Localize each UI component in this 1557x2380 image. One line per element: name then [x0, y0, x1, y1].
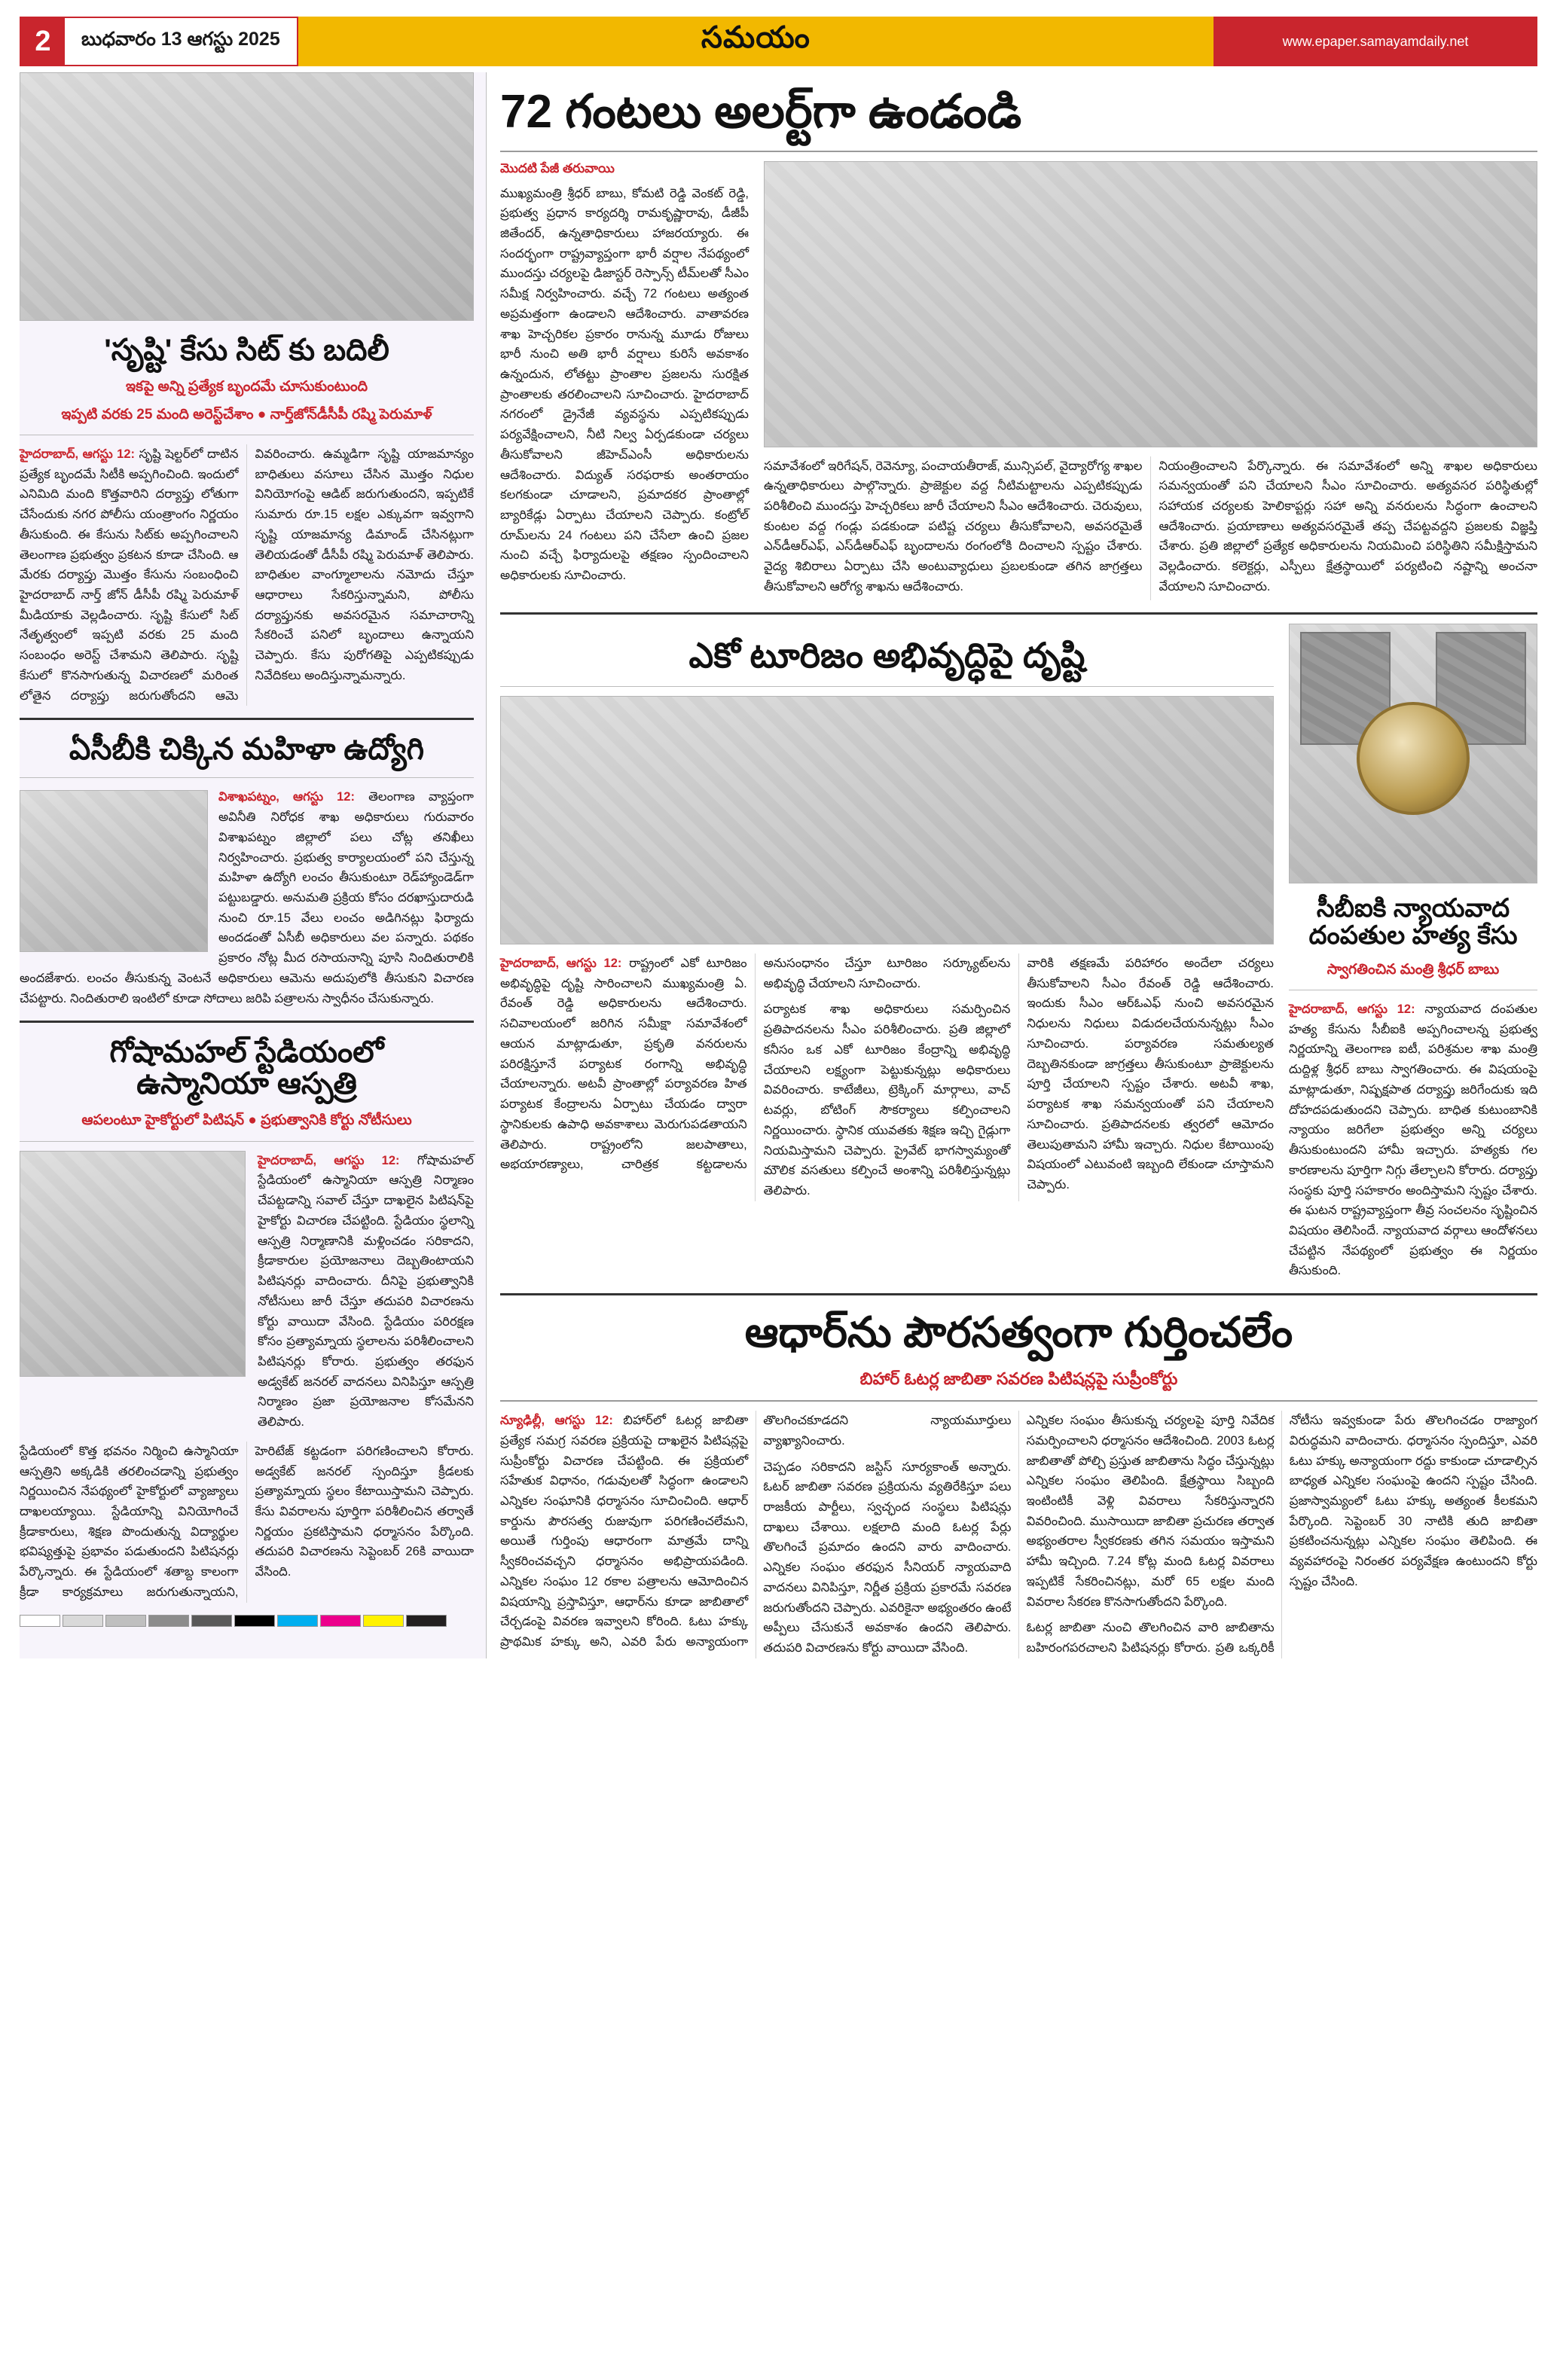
story2-dateline: ఆగస్టు 12: — [292, 790, 355, 804]
goshamahal-stadium-photo — [20, 1151, 246, 1377]
police-press-conference-photo — [20, 72, 474, 321]
aadhaar-col1: న్యూఢిల్లీ, ఆగస్టు 12: బిహార్‌లో ఓటర్ల జాబితా ప్రత్యేక సమగ్ర సవరణ ప్రక్రియపై దాఖలైన పిటిషన్లపై సుప్రీంకోర్టు విచారణ చేపట్టింది. ఈ ప్రక్రియలో సహేతుక విధానం, గడువులతో సిద్ధంగా ఉండాలని ఎన్నికల సంఘానికి ధర్మాసనం సూచించింది. ఆధార్ కార్డును పౌరసత్వ రుజువుగా పరిగణించలేమని, అయితే గుర్తింపు ఆధారంగా మాత్రమే దాన్ని స్వీకరించవచ్చని ధర్మాసనం అభిప్రాయపడింది. ఎన్నికల సంఘం 12 రకాల పత్రాలను ఆమోదించిన విషయాన్ని ప్రస్తావిస్తూ, ఆధార్‌ను కూడా జాబితాలో చేర్చడంపై వివరణ ఇవ్వాలని కోరింది. ఓటు హక్కు ప్రాథమిక హక్కు అని, ఎవరి పేరు అన్యాయంగా తొలగించకూడదని న్యాయమూర్తులు వ్యాఖ్యానించారు. — [500, 1414, 1012, 1649]
eco-story-dateline-city: హైదరాబాద్, — [500, 957, 560, 971]
eco-story-col2: పర్యాటక శాఖ అధికారులు సమర్పించిన ప్రతిపాదనలను సీఎం పరిశీలించారు. ప్రతి జిల్లాలో కనీసం ఒక ఎకో టూరిజం కేంద్రాన్ని అభివృద్ధి చేయాలని లక్ష్యంగా పెట్టుకున్నట్లు అధికారులు వివరించారు. కాటేజీలు, ట్రెక్కింగ్ మార్గాలు, వాచ్ టవర్లు, బోటింగ్ సౌకర్యాలు కల్పించాలని నిర్ణయించారు. స్థానిక యువతకు శిక్షణ ఇచ్చి గైడ్లుగా నియమిస్తామని చెప్పారు. ప్రైవేట్ భాగస్వామ్యంతో మౌలిక వసతులు కల్పించే అంశాన్ని పరిశీలిస్తున్నట్లు తెలిపారు. — [763, 1002, 1011, 1198]
story3-body — [258, 1151, 474, 1433]
cbi-body — [1289, 999, 1537, 1281]
story1-body — [20, 444, 474, 706]
story3-dateline: ఆగస్టు 12: — [334, 1153, 400, 1167]
eco-story-headline: ఎకో టూరిజం అభివృద్ధిపై దృష్టి — [688, 635, 1085, 675]
aadhaar-headline: ఆధార్‌ను పౌరసత్వంగా గుర్తించలేం — [744, 1308, 1293, 1356]
story1-text: సృష్టి షెల్టర్‌లో దాటిన ప్రత్యేక బృందమే సిటీకి అప్పగించింది. ఇందులో ఎనిమిది మంది కొత్తవారిని దర్యాప్తు లోతుగా చేసేందుకు నగర పోలీసు యంత్రాంగం నిర్ణయం తీసుకుంది. ఈ కేసును సిట్‌కు అప్పగించాలని తెలంగాణ ప్రభుత్వం ప్రకటన కూడా చేసింది. ఆ మేరకు దర్యాప్తు మొత్తం కేసును సంబంధించి హైదరాబాద్ నార్త్ జోన్ డీసీపీ రష్మి పెరుమాళ్ మీడియాకు వెల్లడించారు. సృష్టి కేసులో సిట్ నేతృత్వంలో ఇప్పటి వరకు 25 మంది సంబంధం అరెస్ట్ చేశామని తెలిపారు. సృష్టి కేసులో కొనసాగుతున్న విచారణలో మరింత లోతైన దర్యాప్తు జరుగుతోందని ఆమె వివరించారు. ఉమ్మడిగా సృష్టి యాజమాన్యం బాధితులు వసూలు చేసిన మొత్తం నిధుల వినియోగంపై ఆడిట్ జరుగుతుందని, ఇప్పటికే సుమారు రూ.15 లక్షల ఎక్కువగా ఇవ్వగాని సృష్టి యాజమాన్య డిమాండ్ చేసినట్లుగా తెలియడంతో డీసీపీ రష్మి పెరుమాళ్ తెలిపారు. బాధితుల వాంగ్మూలాలను నమోదు చేస్తూ ఆధారాలు సేకరిస్తున్నామని, పోలీసు దర్యాప్తునకు అవసరమైన సమాచారాన్ని సేకరించే పనిలో బృందాలు ఉన్నాయని చెప్పారు. కేసు పురోగతిపై ఎప్పటికప్పుడు నివేదికలు అందిస్తున్నామన్నారు. — [20, 447, 474, 703]
masthead-left — [20, 17, 298, 66]
story1-dateline: హైదరాబాద్, ఆగస్టు 12: — [20, 447, 135, 461]
aadhaar-col3: ఎన్నికల సంఘం తీసుకున్న చర్యలపై పూర్తి నివేదిక సమర్పించాలని ధర్మాసనం ఆదేశించింది. 2003 ఓటర్ల జాబితాతో పోల్చి ప్రస్తుత జాబితాను సిద్ధం చేస్తున్నట్లు ఎన్నికల సంఘం తెలిపింది. క్షేత్రస్థాయి సిబ్బంది ఇంటింటికీ వెళ్లి వివరాలు సేకరిస్తున్నారని వివరించింది. ముసాయిదా జాబితా ప్రచురణ తర్వాత అభ్యంతరాల స్వీకరణకు తగిన సమయం ఇస్తామని హామీ ఇచ్చింది. 7.24 కోట్ల మంది ఓటర్ల వివరాలు ఇప్పటికే సేకరించినట్లు, మరో 65 లక్షల మంది వివరాల సేకరణ కొనసాగుతోందని పేర్కొంది. — [1026, 1414, 1275, 1609]
story3-subhead: ఆపలంటూ హైకోర్టులో పిటిషన్ ● ప్రభుత్వానికి కోర్టు నోటీసులు — [81, 1112, 412, 1129]
acb-woman-employee-photo — [20, 790, 208, 952]
story3-dateline-city: హైదరాబాద్, — [258, 1153, 317, 1167]
eco-story-col1: హైదరాబాద్, ఆగస్టు 12: రాష్ట్రంలో ఎకో టూరిజం అభివృద్ధిపై దృష్టి సారించాలని ముఖ్యమంత్రి ఏ. రేవంత్ రెడ్డి అధికారులను ఆదేశించారు. సచివాలయంలో జరిగిన సమీక్షా సమావేశంలో ఆయన మాట్లాడుతూ, ప్రకృతి వనరులను పరిరక్షిస్తూనే పర్యాటక రంగాన్ని అభివృద్ధి చేయాలన్నారు. అటవీ ప్రాంతాల్లో పర్యావరణ హిత పర్యాటక కేంద్రాలను ఏర్పాటు చేయడం ద్వారా స్థానికులకు ఉపాధి అవకాశాలు మెరుగుపడతాయని తెలిపారు. రాష్ట్రంలోని జలపాతాలు, అభయారణ్యాలు, చారిత్రక కట్టడాలను అనుసంధానం చేస్తూ టూరిజం సర్క్యూట్‌లను అభివృద్ధి చేయాలని సూచించారు. — [500, 957, 1011, 1172]
cbi-headline-line2: దంపతుల హత్య కేసు — [1308, 921, 1518, 950]
eco-story-col3: వారికి తక్షణమే పరిహారం అందేలా చర్యలు తీసుకోవాలని సీఎం రేవంత్ రెడ్డి ఆదేశించారు. ఇందుకు సీఎం ఆర్ఓఎఫ్ నుంచి అవసరమైన నిధులను నిధులు విడుదలచేయనున్నట్లు సీఎం సూచించారు. పర్యావరణ సమతుల్యత దెబ్బతినకుండా జాగ్రత్తలు తీసుకుంటూ ప్రాజెక్టులను పూర్తి చేయాలని స్పష్టం చేశారు. అటవీ శాఖ, పర్యాటక శాఖ సమన్వయంతో పని చేయాలని సూచించారు. ప్రతిపాదనలకు త్వరలో ఆమోదం తెలుపుతామని హామీ ఇచ్చారు. నిధుల కేటాయింపు విషయంలో ఎటువంటి ఇబ్బంది లేకుండా చూస్తామని చెప్పారు. — [1027, 957, 1274, 1192]
aadhaar-dateline: న్యూఢిల్లీ, ఆగస్టు 12: — [500, 1414, 613, 1428]
aadhaar-col2: చెప్పడం సరికాదని జస్టిస్ సూర్యకాంత్ అన్నారు. ఓటర్ జాబితా సవరణ ప్రక్రియను వ్యతిరేకిస్తూ పలు రాజకీయ పార్టీలు, స్వచ్ఛంద సంస్థలు పిటిషన్లు దాఖలు చేశాయి. లక్షలాది మంది ఓటర్ల పేర్లు తొలగించే ప్రమాదం ఉందని వారు వాదించారు. ఎన్నికల సంఘం తరఫున సీనియర్ న్యాయవాది వాదనలు వినిపిస్తూ, నిర్ణీత ప్రక్రియ ప్రకారమే సవరణ జరుగుతోందని చెప్పారు. ఎవరికైనా అభ్యంతరం ఉంటే అప్పీలు చేసుకునే అవకాశం ఉందని తెలిపారు. తదుపరి విచారణను కోర్టు వాయిదా వేసింది. — [763, 1460, 1012, 1655]
main-story-text-right-1: సమావేశంలో ఇరిగేషన్, రెవెన్యూ, పంచాయతీరాజ్, మున్సిపల్, వైద్యారోగ్య శాఖల ఉన్నతాధికారులు పాల్గొన్నారు. ప్రాజెక్టుల వద్ద నీటిమట్టాలను ఎప్పటికప్పుడు పరిశీలించి ముందస్తు హెచ్చరికలు జారీ చేయాలని సీఎం ఆదేశించారు. చెరువులు, కుంటల వద్ద గండ్లు పడకుండా పటిష్ట చర్యలు తీసుకోవాలని, అవసరమైతే ఎన్‌డీఆర్ఎఫ్, ఎస్‌డీఆర్ఎఫ్ బృందాలను రంగంలోకి దించాలని స్పష్టం చేశారు. వైద్య శిబిరాలు ఏర్పాటు చేసి అంటువ్యాధులు ప్రబలకుండా తగిన జాగ్రత్తలు తీసుకోవాలని ఆరోగ్య శాఖను ఆదేశించారు. — [764, 459, 1143, 593]
story1-headline: 'సృష్టి' కేసు సిట్ కు బదిలీ — [104, 334, 389, 367]
story3-headline-line1: గోషామహల్ స్టేడియంలో — [109, 1036, 384, 1069]
aadhaar-body — [500, 1411, 1537, 1658]
color-calibration-swatches — [20, 1615, 474, 1627]
story3-body-continued — [20, 1442, 474, 1603]
cm-review-meeting-photo — [764, 161, 1537, 447]
main-story-text-right-2: నియంత్రించాలని పేర్కొన్నారు. ఈ సమావేశంలో అన్ని శాఖల అధికారులు సమన్వయంతో పని చేయాలని సీఎం సూచించారు. అత్యవసర పరిస్థితుల్లో సహాయక చర్యలకు హెలికాప్టర్లు సహా అన్ని వనరులను సిద్ధంగా ఉంచాలని ఆదేశించారు. ప్రయాణాలు అత్యవసరమైతే తప్ప చేపట్టవద్దని ప్రజలకు విజ్ఞప్తి చేశారు. ప్రతి జిల్లాలో ప్రత్యేక అధికారులను నియమించి పరిస్థితిని సమీక్షిస్తామని వెల్లడించారు. కలెక్టర్లు, ఎస్పీలు క్షేత్రస్థాయిలో పర్యటించి నష్టాన్ని అంచనా వేయాలని సూచించారు. — [1159, 459, 1537, 593]
page-number: 2 — [21, 18, 65, 65]
story3-text2: స్టేడియంలో కొత్త భవనం నిర్మించి ఉస్మానియా ఆస్పత్రిని అక్కడికి తరలించడాన్ని ప్రభుత్వం నిర్ణయించిన నేపథ్యంలో హైకోర్టులో వ్యాజ్యాలు దాఖలయ్యాయి. స్టేడియాన్ని వినియోగించే క్రీడాకారులు, శిక్షణ పొందుతున్న విద్యార్థుల భవిష్యత్తుపై ప్రభావం పడుతుందని పిటిషనర్లు పేర్కొన్నారు. ఈ స్టేడియంలో శతాబ్ద కాలంగా క్రీడా కార్యక్రమాలు జరుగుతున్నాయని, హెరిటేజ్ కట్టడంగా పరిగణించాలని కోరారు. అడ్వకేట్ జనరల్ స్పందిస్తూ క్రీడలకు ప్రత్యామ్నాయ స్థలం కేటాయిస్తామని చెప్పారు. కేసు వివరాలను పూర్తిగా పరిశీలించిన తర్వాతే నిర్ణయం ప్రకటిస్తామని ధర్మాసనం పేర్కొంది. తదుపరి విచారణను సెప్టెంబర్ 26కి వాయిదా వేసింది. — [20, 1444, 474, 1599]
story2-dateline-city: విశాఖపట్నం, — [218, 790, 279, 804]
page-content — [20, 72, 1537, 1658]
masthead — [20, 17, 1537, 66]
main-story-text-left: ముఖ్యమంత్రి శ్రీధర్ బాబు, కోమటి రెడ్డి వెంకట్ రెడ్డి, ప్రభుత్వ ప్రధాన కార్యదర్శి రామకృష్ణారావు, డీజీపీ జితేందర్, ఉన్నతాధికారులు హాజరయ్యారు. ఈ సందర్భంగా రాష్ట్రవ్యాప్తంగా భారీ వర్షాల నేపథ్యంలో ముందస్తు చర్యలపై డిజాస్టర్ రెస్పాన్స్ టీమ్‌లతో సీఎం సమీక్ష నిర్వహించారు. వచ్చే 72 గంటలు అత్యంత అప్రమత్తంగా ఉండాలని ఆదేశించారు. వాతావరణ శాఖ హెచ్చరికల ప్రకారం రానున్న మూడు రోజులు భారీ నుంచి అతి భారీ వర్షాలు కురిసే అవకాశం ఉన్నందున, లోతట్టు ప్రాంతాల ప్రజలను సురక్షిత ప్రాంతాలకు తరలించాలని సూచించారు. హైదరాబాద్ నగరంలో డ్రైనేజీ వ్యవస్థను ఎప్పటికప్పుడు పర్యవేక్షించాలని, నీటి నిల్వ ఏర్పడకుండా చర్యలు తీసుకోవాలని జీహెచ్ఎంసీ అధికారులను ఆదేశించారు. విద్యుత్ సరఫరాకు అంతరాయం కలగకుండా చూడాలని, ప్రమాదకర ప్రాంతాల్లో బ్యారికేడ్లు ఏర్పాటు చేయాలని చెప్పారు. కంట్రోల్ రూమ్‌లను 24 గంటలు పని చేసేలా ఉంచి ప్రజల నుంచి వచ్చే ఫిర్యాదులపై తక్షణం స్పందించాలని అధికారులకు సూచించారు. — [500, 186, 749, 583]
left-column — [20, 72, 487, 1658]
story1-subhead-1: ఇకపై అన్ని ప్రత్యేక బృందమే చూసుకుంటుంది — [125, 379, 368, 395]
masthead-website[interactable]: www.epaper.samayamdaily.net — [1214, 17, 1537, 66]
masthead-date: బుధవారం 13 ఆగస్టు 2025 — [81, 28, 280, 50]
cbi-text: న్యాయవాద దంపతుల హత్య కేసును సీబీఐకి అప్పగించాలన్న ప్రభుత్వ నిర్ణయాన్ని తెలంగాణ ఐటీ, పరిశ్రమల శాఖ మంత్రి దుద్దిళ్ల శ్రీధర్ బాబు స్వాగతించారు. ఈ విషయంపై మాట్లాడుతూ, నిష్పక్షపాత దర్యాప్తు జరిగేందుకు ఇది దోహదపడుతుందని చెప్పారు. బాధిత కుటుంబానికి న్యాయం జరిగేలా ప్రభుత్వం అన్ని చర్యలు తీసుకుంటుందని హామీ ఇచ్చారు. హత్యకు గల కారణాలను పూర్తిగా నిగ్గు తేల్చాలని కోరారు. దర్యాప్తు సంస్థకు పూర్తి సహకారం అందిస్తామని స్పష్టం చేశారు. ఈ ఘటన రాష్ట్రవ్యాప్తంగా తీవ్ర సంచలనం సృష్టించిన విషయం తెలిసిందే. న్యాయవాద వర్గాలు ఆందోళనలు చేపట్టిన నేపథ్యంలో ప్రభుత్వం ఈ నిర్ణయం తీసుకుంది. — [1289, 1002, 1538, 1278]
right-column — [487, 72, 1537, 1658]
publication-title: సమయం — [701, 20, 811, 54]
story2-text: తెలంగాణ వ్యాప్తంగా అవినీతి నిరోధక శాఖ అధికారులు గురువారం విశాఖపట్నం జిల్లాలో పలు చోట్ల తనిఖీలు నిర్వహించారు. ప్రభుత్వ కార్యాలయంలో పని చేస్తున్న మహిళా ఉద్యోగి లంచం తీసుకుంటూ రెడ్‌హ్యాండెడ్‌గా పట్టుబడ్డారు. అనుమతి ప్రక్రియ కోసం దరఖాస్తుదారుడి నుంచి రూ.15 వేలు లంచం అడిగినట్లు ఫిర్యాదు అందడంతో ఏసీబీ అధికారులు వల పన్నారు. పథకం ప్రకారం నోట్ల మీద రసాయనాన్ని పూసి నిందితురాలికి అందజేశారు. లంచం తీసుకున్న వెంటనే అధికారులు ఆమెను అదుపులోకి తీసుకుని విచారణ చేపట్టారు. నిందితురాలి ఇంటిలో కూడా సోదాలు జరిపి పత్రాలను స్వాధీనం చేసుకున్నారు. — [20, 790, 474, 1005]
eco-tourism-meeting-photo — [500, 696, 1274, 944]
aadhaar-col4: ఓటర్ల జాబితా నుంచి తొలగించిన వారి జాబితాను బహిరంగపరచాలని పిటిషనర్లు కోరారు. ప్రతి ఒక్కరికీ నోటీసు ఇవ్వకుండా పేరు తొలగించడం రాజ్యాంగ విరుద్ధమని వాదించారు. ధర్మాసనం స్పందిస్తూ, ఎవరి ఓటు హక్కు అన్యాయంగా రద్దు కాకుండా చూడాల్సిన బాధ్యత ఎన్నికల సంఘంపై ఉందని స్పష్టం చేసింది. ప్రజాస్వామ్యంలో ఓటు హక్కు అత్యంత కీలకమని పేర్కొంది. సెప్టెంబర్ 30 నాటికి తుది జాబితా ప్రకటించనున్నట్లు ఎన్నికల సంఘం తెలిపింది. ఈ వ్యవహారంపై నిరంతర పర్యవేక్షణ ఉంటుందని కోర్టు స్పష్టం చేసింది. — [1026, 1414, 1537, 1655]
aadhaar-subhead: బిహార్ ఓటర్ల జాబితా సవరణ పిటిషన్లపై సుప్రీంకోర్టు — [859, 1369, 1178, 1389]
cbi-subhead: స్వాగతించిన మంత్రి శ్రీధర్ బాబు — [1327, 961, 1500, 978]
cbi-headline-line1: సీబీఐకి న్యాయవాద — [1316, 893, 1510, 923]
story1-subhead-2: ఇప్పటి వరకు 25 మంది అరెస్ట్‌చేశాం ● నార్త్‌జోన్‌డీసీపీ రష్మి పెరుమాళ్ — [61, 406, 432, 423]
story2-headline: ఏసీబీకి చిక్కిన మహిళా ఉద్యోగి — [69, 733, 425, 767]
story3-headline-line2: ఉస్మానియా ఆస్పత్రి — [136, 1067, 357, 1101]
cbi-emblem-icon — [1357, 702, 1470, 815]
masthead-title-band — [298, 17, 1214, 66]
main-headline: 72 గంటలు అలర్ట్‌గా ఉండండి — [500, 86, 1022, 138]
cbi-dateline: హైదరాబాద్, ఆగస్టు 12: — [1289, 1002, 1415, 1017]
story3-text: గోషామహల్ స్టేడియంలో ఉస్మానియా ఆస్పత్రి నిర్మాణం చేపట్టడాన్ని సవాల్ చేస్తూ దాఖలైన పిటిషన్‌పై హైకోర్టు విచారణ చేపట్టింది. స్టేడియం స్థలాన్ని ఆస్పత్రి నిర్మాణానికి మళ్లించడం సరికాదని, క్రీడాకారుల ప్రయోజనాలు దెబ్బతింటాయని పిటిషనర్లు వాదించారు. దీనిపై ప్రభుత్వానికి నోటీసులు జారీ చేస్తూ తదుపరి విచారణను కోర్టు వాయిదా వేసింది. స్టేడియం పరిరక్షణ కోసం ప్రత్యామ్నాయ స్థలాలను పరిశీలించాలని పిటిషనర్లు కోరారు. ప్రభుత్వం తరఫున అడ్వకేట్ జనరల్ వాదనలు వినిపిస్తూ ఆస్పత్రి నిర్మాణం ప్రజా ప్రయోజనాల కోసమేనని తెలిపారు. — [258, 1153, 474, 1430]
main-story-kicker: మొదటి పేజీ తరువాయి — [500, 160, 615, 175]
cbi-case-photo — [1289, 624, 1537, 883]
eco-story-dateline: ఆగస్టు 12: — [566, 957, 622, 971]
